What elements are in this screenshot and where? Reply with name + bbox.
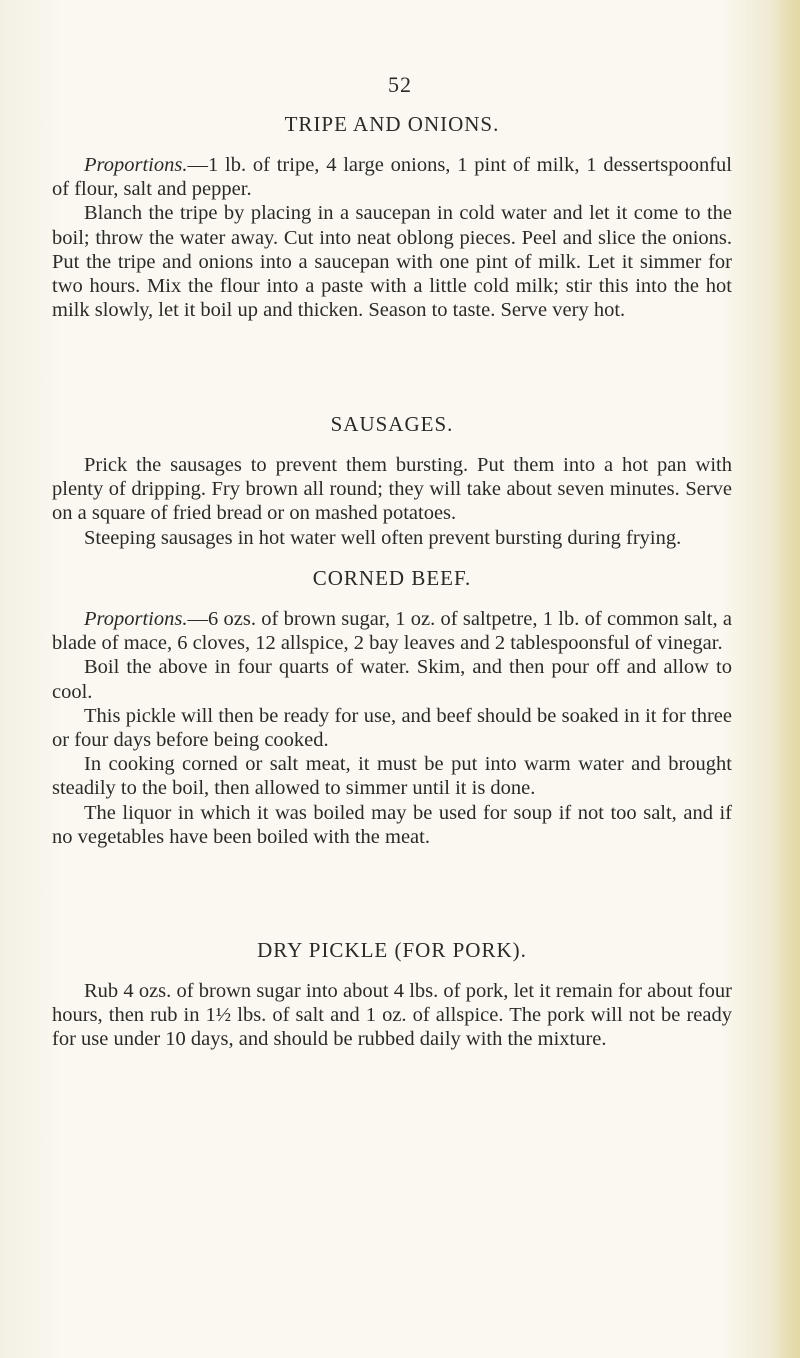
paragraph	[52, 607, 732, 655]
paragraph-text: Boil the above in four quarts of water. Skim, and then pour off and allow to cool.	[52, 656, 732, 703]
paragraph	[52, 153, 732, 201]
paragraph-text: Rub 4 ozs. of brown sugar into about 4 lbs. of pork, let it remain for about four hours, then rub in 1½ lbs. of salt and 1 oz. of allspice. The pork will not be ready for use under 10 days, and should be rubbed daily with the mixture.	[52, 980, 732, 1051]
section-title: SAUSAGES.	[330, 412, 454, 436]
paragraph-text: —1 lb. of tripe, 4 large onions, 1 pint of milk, 1 dessertspoonful of flour, salt and pepper.	[52, 154, 732, 201]
page-edge-shading	[770, 0, 800, 1358]
section-sausages	[52, 412, 732, 550]
paragraph	[52, 801, 732, 849]
section-body	[52, 979, 732, 1052]
page-number: 52	[388, 72, 412, 97]
section-dry-pickle	[52, 938, 732, 1052]
paragraph	[52, 526, 732, 550]
paragraph-text: —6 ozs. of brown sugar, 1 oz. of saltpetre, 1 lb. of common salt, a blade of mace, 6 cloves, 12 allspice, 2 bay leaves and 2 tablespoonsful of vinegar.	[52, 608, 732, 655]
paragraph-text: The liquor in which it was boiled may be used for soup if not too salt, and if no vegetables have been boiled with the meat.	[52, 801, 732, 848]
paragraph-lead: Proportions.	[84, 154, 188, 176]
section-body	[52, 153, 732, 322]
paragraph-text: Blanch the tripe by placing in a saucepan in cold water and let it come to the boil; throw the water away. Cut into neat oblong pieces. Peel and slice the onions. Put the tripe and onions into a saucepan with one pint of milk. Let it simmer for two hours. Mix the flour into a paste with a little cold milk; stir this into the hot milk slowly, let it boil up and thicken. Season to taste. Serve very hot.	[52, 202, 732, 322]
section-body	[52, 607, 732, 849]
paragraph	[52, 201, 732, 322]
paragraph	[52, 453, 732, 526]
section-title: DRY PICKLE (FOR PORK).	[257, 938, 527, 962]
section-body	[52, 453, 732, 550]
paragraph-lead: Proportions.	[84, 608, 188, 630]
paragraph	[52, 979, 732, 1052]
paragraph-text: This pickle will then be ready for use, and beef should be soaked in it for three or four days before being cooked.	[52, 704, 732, 752]
section-corned-beef	[52, 566, 732, 849]
paragraph	[52, 704, 732, 752]
paragraph-text: Steeping sausages in hot water well often prevent bursting during frying.	[84, 526, 682, 549]
paragraph-text: Prick the sausages to prevent them bursting. Put them into a hot pan with plenty of dripping. Fry brown all round; they will take about seven minutes. Serve on a square of fried bread or on mashed potatoes.	[52, 454, 732, 525]
paragraph	[52, 655, 732, 703]
section-tripe-and-onions	[52, 112, 732, 322]
section-title: TRIPE AND ONIONS.	[284, 112, 500, 136]
section-title: CORNED BEEF.	[312, 566, 472, 590]
paragraph	[52, 752, 732, 800]
paragraph-text: In cooking corned or salt meat, it must be put into warm water and brought steadily to the boil, then allowed to simmer until it is done.	[52, 753, 732, 800]
